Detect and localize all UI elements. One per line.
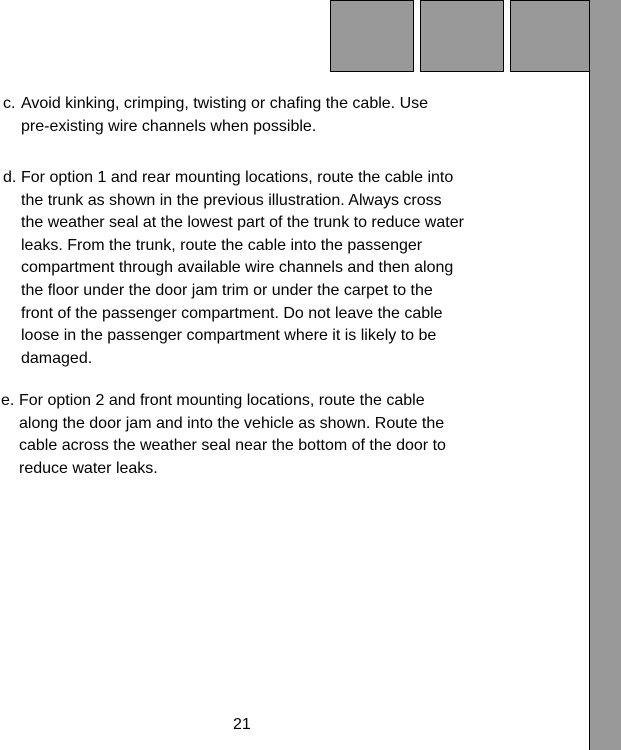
chapter-tab-2 [420,0,504,72]
item-line: compartment through available wire channels and then along [21,259,454,277]
item-line: the floor under the door jam trim or under the carpet to the [21,281,433,299]
item-line: For option 2 and front mounting locations, route the cable [19,392,425,409]
item-line: Avoid kinking, crimping, twisting or chafing the cable. Use [21,95,429,112]
chapter-tab-1 [330,0,414,72]
instruction-item-c [3,93,428,138]
item-marker: c. [3,95,16,112]
item-text [3,93,428,138]
item-line: front of the passenger compartment. Do not leave the cable [21,304,443,322]
item-line: leaks. From the trunk, route the cable into the passenger [21,236,423,254]
chapter-tab-3 [510,0,590,72]
page-number: 21 [233,716,251,733]
item-line: loose in the passenger compartment where it is likely to be [21,327,437,345]
instruction-item-e [1,390,446,480]
instruction-item-d [3,167,464,370]
item-line: reduce water leaks. [19,459,158,477]
item-line: the trunk as shown in the previous illustration. Always cross [21,191,442,209]
item-line: For option 1 and rear mounting locations, route the cable into [21,169,454,186]
item-marker: e. [1,392,15,409]
item-line: cable across the weather seal near the bottom of the door to [19,437,446,455]
item-line: along the door jam and into the vehicle as shown. Route the [19,414,445,432]
item-text [3,167,464,370]
item-text [1,390,446,480]
item-line: the weather seal at the lowest part of the trunk to reduce water [21,214,464,232]
side-bar [589,0,621,750]
item-marker: d. [3,169,17,186]
item-line: pre-existing wire channels when possible. [21,117,317,135]
item-line: damaged. [21,349,93,367]
